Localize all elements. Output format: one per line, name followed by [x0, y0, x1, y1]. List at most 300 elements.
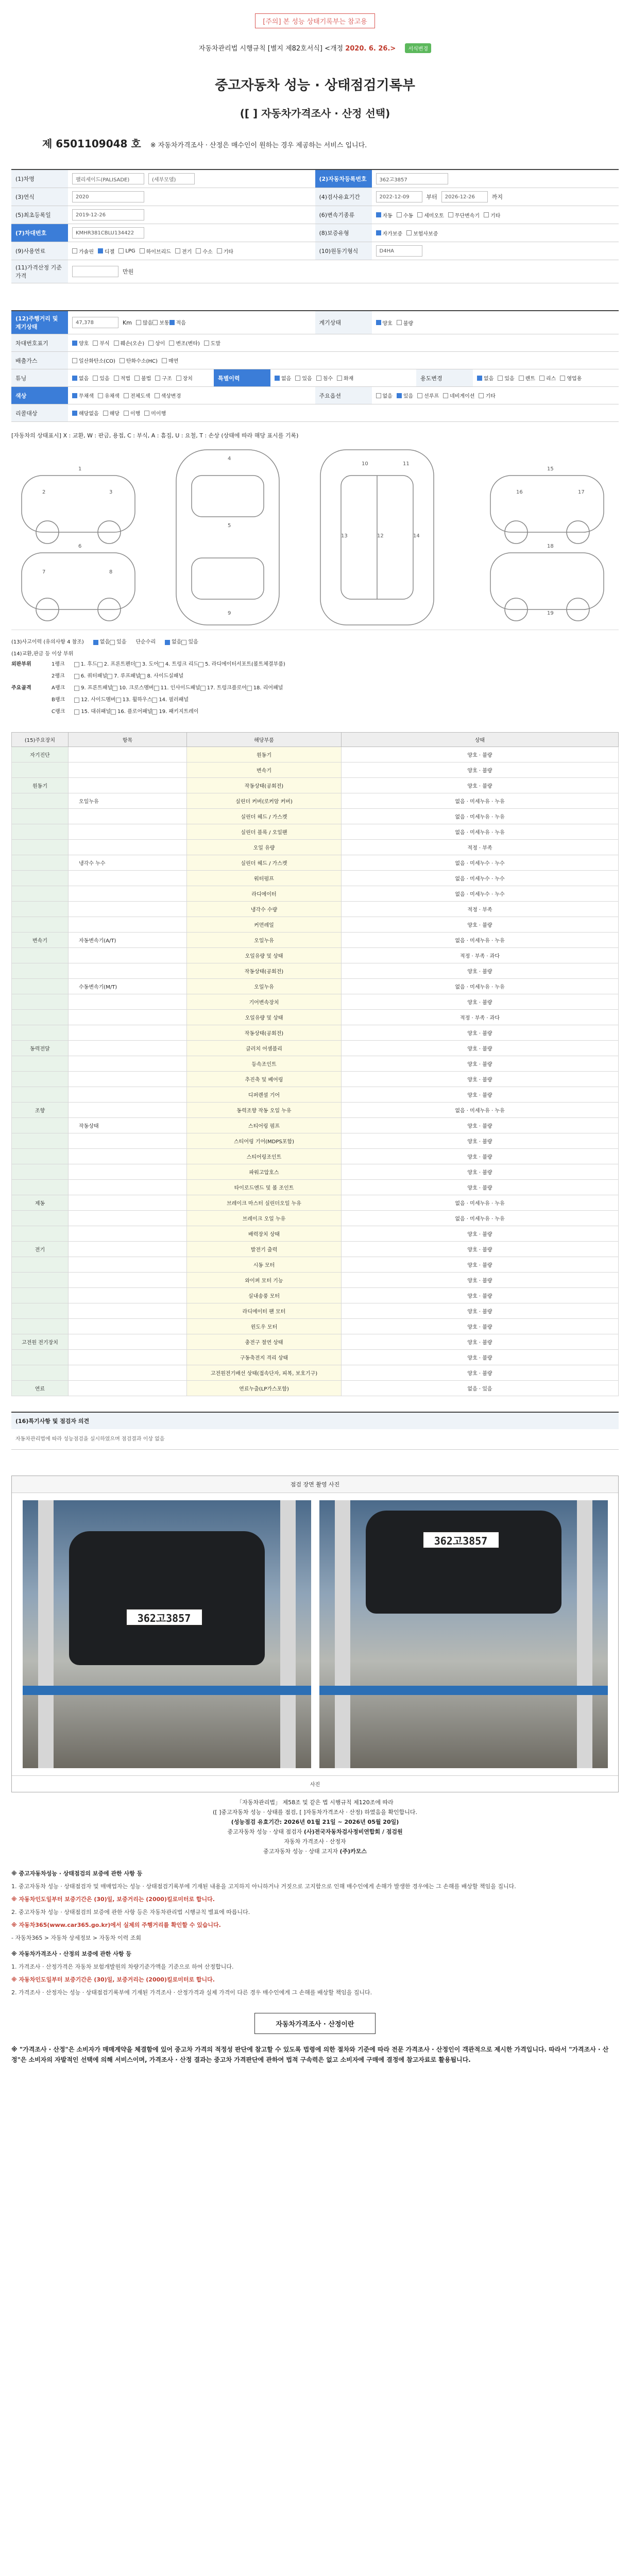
diagram-number-8: 8 [109, 569, 113, 575]
table-row [12, 963, 619, 979]
row-category [12, 840, 69, 855]
row-status[interactable]: 양호 · 불량 [342, 994, 619, 1010]
color-options [68, 388, 315, 402]
row-status[interactable]: 양호 · 불량 [342, 1041, 619, 1056]
diagram-number-14: 14 [413, 533, 420, 539]
table-row [12, 1273, 619, 1288]
use-change-option-2[interactable]: 렌트 [519, 374, 535, 382]
accident-legend [11, 637, 619, 719]
recall-option-2[interactable]: 이행 [124, 409, 140, 417]
row-subitem: 오일누유 [69, 793, 187, 809]
main-options [372, 388, 619, 402]
outer1-option-2[interactable]: 3. 도어 [135, 659, 159, 670]
tuning-option-3[interactable]: 불법 [134, 374, 151, 382]
row-status[interactable]: 양호 · 불량 [342, 1334, 619, 1350]
row-part: 연료누출(LP가스포함) [187, 1381, 342, 1396]
law-ref-text: 자동차관리법 시행규칙 [별지 제82호서식] <개정 [198, 45, 344, 53]
row-part: 와이퍼 모터 기능 [187, 1273, 342, 1288]
tuning-option-5[interactable]: 장치 [176, 374, 193, 382]
row-status[interactable]: 양호 · 불량 [342, 1350, 619, 1365]
row-subitem [69, 1010, 187, 1025]
row-category: 자기진단 [12, 747, 69, 762]
vin-mark-option-2[interactable]: 훼손(오손) [114, 339, 144, 347]
row-status[interactable]: 양호 · 불량 [342, 1118, 619, 1133]
emission-label: 배출가스 [11, 352, 68, 369]
row-status[interactable]: 양호 · 불량 [342, 1149, 619, 1164]
fuel-option-6[interactable]: 기타 [217, 247, 233, 255]
row-status[interactable]: 없음 · 미세누유 · 누유 [342, 793, 619, 809]
mainA-option-3[interactable]: 17. 트렁크플로어 [200, 683, 247, 693]
mainB-option-0[interactable]: 12. 사이드멤버 [74, 695, 115, 705]
row-part: 스티어링 기어(MDPS포함) [187, 1133, 342, 1149]
color-option-3[interactable]: 색상변경 [155, 392, 181, 399]
row-subitem [69, 1087, 187, 1103]
year-label: (3)연식 [11, 188, 68, 206]
row-status[interactable]: 없음 · 미세누유 · 누유 [342, 1211, 619, 1226]
table-row [12, 979, 619, 994]
simple-repair-label: 단순수리 [135, 639, 156, 645]
recall-option-3[interactable]: 미이행 [144, 409, 166, 417]
trans-options [372, 208, 619, 222]
row-part: 발전기 출력 [187, 1242, 342, 1257]
mainC-option-0[interactable]: 15. 대쉬패널 [74, 707, 111, 717]
row-subitem: 자동변속기(A/T) [69, 933, 187, 948]
row-category [12, 1025, 69, 1041]
diagram-number-11: 11 [403, 461, 410, 467]
use-change-option-1[interactable]: 있음 [498, 374, 514, 382]
outer1-option-1[interactable]: 2. 프론트펜더 [97, 659, 135, 670]
emission-option-2[interactable]: 매연 [162, 357, 178, 364]
notice-red-2: ※ 자동차인도일부터 보증기간은 (30)일, 보증거리는 (2000)킬로미터로 합니다. [11, 1976, 215, 1983]
assessment-definition-title: 자동차가격조사 · 산정이란 [254, 2013, 375, 2034]
row-status[interactable]: 양호 · 불량 [342, 762, 619, 778]
mainA-option-1[interactable]: 10. 크로스멤버 [112, 683, 154, 693]
row-part: 작동상태(공회전) [187, 963, 342, 979]
row-status[interactable]: 양호 · 불량 [342, 1288, 619, 1303]
row-category: 원동기 [12, 778, 69, 793]
row-category [12, 902, 69, 917]
vin-mark-option-5[interactable]: 도말 [204, 339, 220, 347]
row-part: 작동상태(공회전) [187, 778, 342, 793]
mainA-option-0[interactable]: 9. 프론트패널 [74, 683, 112, 693]
certify-line2: ([ ]중고자동차 성능 · 상태를 점검, [ ]자동차가격조사 · 산정) 하였음을 확인합니다. [213, 1809, 417, 1816]
tuning-option-0[interactable]: 없음 [72, 374, 89, 382]
recall-options [68, 406, 619, 420]
emission-option-0[interactable]: 일산화탄소(CO) [72, 357, 115, 364]
vin-mark-option-4[interactable]: 변조(변타) [169, 339, 199, 347]
color-option-2[interactable]: 전체도색 [124, 392, 150, 399]
diagram-number-5: 5 [228, 523, 231, 529]
row-part: 오일 유량 [187, 840, 342, 855]
row-status[interactable]: 없음 · 미세누유 · 누유 [342, 933, 619, 948]
table-row [12, 933, 619, 948]
fuel-option-1[interactable]: 디젤 [98, 247, 114, 255]
photos-caption: 사진 [12, 1775, 618, 1792]
warranty-option-0[interactable]: 자가보증 [376, 229, 403, 237]
row-status[interactable]: 양호 · 불량 [342, 747, 619, 762]
row-status[interactable]: 양호 · 불량 [342, 1242, 619, 1257]
outer2-option-0[interactable]: 6. 쿼터패널 [74, 671, 107, 682]
special-notes-text: 자동차관리법에 따라 성능점검을 실시하였으며 점검결과 이상 없음 [11, 1429, 619, 1450]
table-row [12, 1056, 619, 1072]
accident-option-1[interactable]: 있음 [110, 637, 126, 648]
mainA-option-2[interactable]: 11. 인사이드패널 [154, 683, 200, 693]
diagram-number-7: 7 [42, 569, 46, 575]
row-status[interactable]: 양호 · 불량 [342, 1257, 619, 1273]
trans-option-0[interactable]: 자동 [376, 211, 393, 219]
table-row [12, 1288, 619, 1303]
table-row [12, 1010, 619, 1025]
row-status[interactable]: 적정 · 부족 [342, 902, 619, 917]
row-status[interactable]: 양호 · 불량 [342, 1319, 619, 1334]
row-status[interactable]: 양호 · 불량 [342, 1072, 619, 1087]
gauge-option-1[interactable]: 불량 [397, 319, 413, 327]
row-subitem [69, 1365, 187, 1381]
recall-row [11, 404, 619, 422]
options-option-3[interactable]: 네비게이션 [443, 392, 474, 399]
final-notice: ※ "가격조사 · 산정"은 소비자가 매매계약을 체결함에 있어 중고차 가격의 적정성 판단에 참고할 수 있도록 법령에 의한 절차와 기준에 따라 전문 가격조사 · 산정인이 객관적으로 제시한 가격입니다. 따라서 "가격조사 · 산정"은 소비자의 자발적인 선택에 의해 서비스이며, 가격조사 · 산정 결과는 중고차 가격판단에 관하여 법적 구속력은 없고 소비자에 구매에 결정에 참고자료로 활용됩니다. [11, 2046, 609, 2063]
row-subitem [69, 1041, 187, 1056]
table-row [12, 1025, 619, 1041]
row-status[interactable]: 양호 · 불량 [342, 963, 619, 979]
vin-mark-label: 차대번호표기 [11, 334, 68, 351]
row-category: 고전원 전기장치 [12, 1334, 69, 1350]
row-status[interactable]: 없음 · 미세누수 · 누수 [342, 855, 619, 871]
row-subitem [69, 809, 187, 824]
row-subitem [69, 1319, 187, 1334]
row-status[interactable]: 없음 · 미세누유 · 누유 [342, 1103, 619, 1118]
row-part: 클러치 어셈블리 [187, 1041, 342, 1056]
options-option-2[interactable]: 선루프 [417, 392, 439, 399]
valid-to-field[interactable]: 2026-12-26 [441, 191, 488, 202]
row-status[interactable]: 양호 · 불량 [342, 917, 619, 933]
special-hist-option-3[interactable]: 화재 [337, 374, 353, 382]
row-subitem [69, 1242, 187, 1257]
fuel-options [68, 244, 315, 258]
table-row [12, 1118, 619, 1133]
emission-option-1[interactable]: 탄화수소(HC) [120, 357, 158, 364]
certify-line3: (성능점검 유효기간: 2026년 01월 21일 ~ 2026년 05월 20일) [231, 1819, 399, 1825]
form-change-badge[interactable]: 서식변경 [405, 43, 431, 53]
use-change-label: 용도변경 [416, 369, 473, 386]
fuel-option-5[interactable]: 수소 [196, 247, 212, 255]
engine-field[interactable]: D4HA [376, 245, 422, 257]
row-category [12, 917, 69, 933]
vin-mark-option-1[interactable]: 부식 [93, 339, 109, 347]
gauge-option-0[interactable]: 양호 [376, 319, 393, 327]
tuning-option-4[interactable]: 구조 [155, 374, 172, 382]
fuel-option-2[interactable]: LPG [118, 248, 135, 254]
row-category [12, 1319, 69, 1334]
diagram-number-10: 10 [362, 461, 368, 467]
row-status[interactable]: 없음 · 미세누수 · 누수 [342, 871, 619, 886]
engine-label: (10)원동기형식 [315, 242, 372, 260]
mileage-field[interactable]: 47,378 [72, 317, 118, 328]
table-row [12, 1350, 619, 1365]
mainC-option-1[interactable]: 16. 플로어패널 [111, 707, 152, 717]
row-part: 브레이크 오일 누유 [187, 1211, 342, 1226]
info-row-first-reg [11, 206, 619, 224]
license-plate-2: 362고3857 [422, 1531, 500, 1549]
car-name-label: (1)차명 [11, 170, 68, 188]
table-row [12, 1180, 619, 1195]
fuel-option-3[interactable]: 하이브리드 [140, 247, 171, 255]
row-subitem [69, 902, 187, 917]
row-category: 변속기 [12, 933, 69, 948]
tuning-option-1[interactable]: 있음 [93, 374, 109, 382]
emission-row [11, 352, 619, 369]
diagram-number-12: 12 [377, 533, 384, 539]
row-category [12, 871, 69, 886]
outer2-option-2[interactable]: 8. 사이드실패널 [140, 671, 183, 682]
row-status[interactable]: 양호 · 불량 [342, 1133, 619, 1149]
row-status[interactable]: 양호 · 불량 [342, 1164, 619, 1180]
color-option-1[interactable]: 유채색 [98, 392, 120, 399]
tuning-label: 튜닝 [11, 369, 68, 386]
row-status[interactable]: 양호 · 불량 [342, 778, 619, 793]
mainA-option-4[interactable]: 18. 리어패널 [247, 683, 283, 693]
document-note: ※ 자동차가격조사 · 산정은 매수인이 원하는 경우 제공하는 서비스 입니다. [150, 142, 367, 149]
table-row [12, 994, 619, 1010]
diagram-number-19: 19 [547, 611, 554, 616]
car-name-field[interactable]: 팰리세이드(PALISADE) [72, 173, 144, 184]
outer2-option-1[interactable]: 7. 루프패널 [107, 671, 140, 682]
row-part: 실린더 헤드 / 가스켓 [187, 855, 342, 871]
car-outline-drawing [11, 445, 619, 630]
row-subitem [69, 762, 187, 778]
year-field[interactable]: 2020 [72, 191, 144, 202]
first-reg-label: (5)최초등록일 [11, 206, 68, 224]
row-part: 오일유량 및 상태 [187, 1010, 342, 1025]
special-hist-option-2[interactable]: 침수 [316, 374, 333, 382]
row-part: 실린더 헤드 / 가스켓 [187, 809, 342, 824]
diagram-number-15: 15 [547, 466, 554, 472]
row-status[interactable]: 적정 · 부족 · 과다 [342, 1010, 619, 1025]
simple-repair-options [165, 637, 198, 649]
row-subitem [69, 1211, 187, 1226]
vin-mark-row [11, 334, 619, 352]
row-status[interactable]: 없음 · 미세누유 · 누유 [342, 979, 619, 994]
vin-label: (7)차대번호 [11, 224, 68, 242]
diagram-note: [자동차의 상태표시] X : 교환, W : 판금, 용접, C : 부식, A : 흠집, U : 요철, T : 손상 (상태에 따라 해당 표시를 기록) [11, 432, 299, 439]
diagram-number-17: 17 [578, 489, 585, 495]
color-row [11, 387, 619, 404]
row-status[interactable]: 양호 · 불량 [342, 1025, 619, 1041]
diagram-number-18: 18 [547, 544, 554, 549]
table-row [12, 1087, 619, 1103]
accident-option-0[interactable]: 없음 [93, 637, 110, 648]
page-title: 중고자동차 성능 · 상태점검기록부 [215, 78, 415, 93]
info-row-year [11, 188, 619, 206]
mileage-option-0[interactable]: 많음 [136, 318, 152, 326]
row-part: 등속조인트 [187, 1056, 342, 1072]
vin-mark-option-0[interactable]: 양호 [72, 339, 89, 347]
certification-block [11, 1798, 619, 1856]
row-category [12, 1303, 69, 1319]
row-status[interactable]: 양호 · 불량 [342, 1087, 619, 1103]
row-part: 디퍼렌셜 기어 [187, 1087, 342, 1103]
trans-option-2[interactable]: 세미오토 [417, 211, 444, 219]
row-category [12, 948, 69, 963]
options-option-4[interactable]: 기타 [479, 392, 495, 399]
mainB-option-2[interactable]: 14. 필러패널 [152, 695, 189, 705]
row-category [12, 793, 69, 809]
top-notice-box: [주의] 본 성능 상태기록부는 참고용 [255, 13, 375, 28]
row-part: 실린더 커버(로커암 커버) [187, 793, 342, 809]
tuning-option-2[interactable]: 적법 [114, 374, 130, 382]
row-status[interactable]: 없음 · 미세누수 · 누수 [342, 886, 619, 902]
vehicle-info-section [11, 169, 619, 283]
document-number: 제 6501109048 호 [42, 138, 141, 150]
use-change-option-3[interactable]: 리스 [539, 374, 556, 382]
warranty-option-1[interactable]: 보험사보증 [406, 229, 438, 237]
recall-option-1[interactable]: 해당 [103, 409, 120, 417]
row-status[interactable]: 양호 · 불량 [342, 1365, 619, 1381]
accident-options [93, 637, 127, 649]
rankB-label: B랭크 [52, 697, 65, 703]
part-label: (14)교환,판금 등 이상 부위 [11, 651, 74, 657]
valid-from-field[interactable]: 2022-12-09 [376, 191, 422, 202]
color-option-0[interactable]: 무채색 [72, 392, 94, 399]
row-subitem [69, 840, 187, 855]
row-status[interactable]: 양호 · 불량 [342, 1273, 619, 1288]
row-category [12, 1056, 69, 1072]
row-part: 오일누유 [187, 933, 342, 948]
row-subitem [69, 778, 187, 793]
mainB-option-1[interactable]: 13. 휠하우스 [116, 695, 152, 705]
row-subitem [69, 886, 187, 902]
row-category: 전기 [12, 1242, 69, 1257]
table-row [12, 1211, 619, 1226]
page-subtitle: ([ ] 자동차가격조사 · 산정 선택) [240, 107, 390, 120]
special-hist-option-1[interactable]: 있음 [295, 374, 312, 382]
row-status[interactable]: 양호 · 불량 [342, 1056, 619, 1072]
row-part: 실내송풍 모터 [187, 1288, 342, 1303]
outer2-list [74, 671, 183, 683]
mileage-option-1[interactable]: 보통 [152, 318, 169, 326]
diagram-number-16: 16 [516, 489, 523, 495]
rankA-label: A랭크 [52, 685, 65, 691]
tuning-options [68, 371, 214, 385]
row-category [12, 1072, 69, 1087]
row-category: 조향 [12, 1103, 69, 1118]
notice-link-1[interactable]: ※ 자동차365(www.car365.go.kr)에서 실제의 주행거리를 확인할 수 있습니다. [11, 1922, 221, 1928]
reg-no-field[interactable]: 362고3857 [376, 173, 448, 184]
row-status[interactable]: 없음 · 미세누유 · 누유 [342, 1195, 619, 1211]
recall-option-0[interactable]: 해당없음 [72, 409, 99, 417]
row-part: 커먼레일 [187, 917, 342, 933]
car-model-field[interactable]: (세부모델) [148, 173, 195, 184]
diagram-number-4: 4 [228, 456, 231, 462]
row-part: 오일누유 [187, 979, 342, 994]
row-category [12, 1211, 69, 1226]
row-status[interactable]: 양호 · 불량 [342, 1226, 619, 1242]
notice-link-2: - 자동차365 > 자동차 상세정보 > 자동차 이력 조회 [11, 1935, 142, 1941]
trans-option-1[interactable]: 수동 [397, 211, 413, 219]
outer1-option-0[interactable]: 1. 후드 [74, 659, 97, 670]
table-row [12, 793, 619, 809]
color-label: 색상 [11, 387, 68, 404]
accident-label: (13)사고이력 (유의사항 4 참조) [11, 639, 84, 645]
vin-mark-option-3[interactable]: 상이 [148, 339, 165, 347]
diagram-number-9: 9 [228, 611, 231, 616]
row-status[interactable]: 양호 · 불량 [342, 1180, 619, 1195]
simple-repair-option-1[interactable]: 있음 [181, 637, 198, 648]
row-status[interactable]: 없음 · 미세누유 · 누유 [342, 809, 619, 824]
vin-mark-options [68, 336, 619, 350]
reg-no-label: (2)자동차등록번호 [315, 170, 372, 188]
row-status[interactable]: 적정 · 부족 · 과다 [342, 948, 619, 963]
tuning-row [11, 369, 619, 387]
row-category [12, 1226, 69, 1242]
row-category [12, 1149, 69, 1164]
special-hist-option-0[interactable]: 없음 [275, 374, 291, 382]
outer1-option-3[interactable]: 4. 트렁크 리드 [159, 659, 198, 670]
simple-repair-option-0[interactable]: 없음 [165, 637, 181, 648]
row-status[interactable]: 없음 · 미세누유 · 누유 [342, 824, 619, 840]
table-row [12, 1072, 619, 1087]
row-subitem [69, 963, 187, 979]
vin-field[interactable]: KMHR381CBLU134422 [72, 227, 144, 239]
row-subitem [69, 1226, 187, 1242]
warranty-notice [11, 1869, 619, 1997]
trans-option-4[interactable]: 기타 [484, 211, 500, 219]
row-part: 동력조향 작동 오일 누유 [187, 1103, 342, 1118]
first-reg-field[interactable]: 2019-12-26 [72, 209, 144, 221]
table-row [12, 747, 619, 762]
use-change-option-0[interactable]: 없음 [477, 374, 493, 382]
valid-mid-text: 부터 [426, 194, 437, 200]
row-category: 연료 [12, 1381, 69, 1396]
issuer-label: 중고자동차 성능 · 상태 고지자 [263, 1848, 338, 1855]
fuel-option-0[interactable]: 가솔린 [72, 247, 94, 255]
table-row [12, 824, 619, 840]
row-status[interactable]: 없음 · 있음 [342, 1381, 619, 1396]
notice-p1: 1. 중고자동차 성능 · 상태점검자 및 매매업자는 성능 · 상태점검기록부에 기재된 내용을 고지하지 아니하거나 거짓으로 고지함으로 인해 매수인에게 손해가 발생한 경우에는 그 손해를 배상할 책임을 집니다. [11, 1883, 516, 1890]
mileage-label: (12)주행거리 및 계기상태 [11, 311, 68, 334]
inspection-table-body [12, 747, 619, 1396]
rank2-label: 2랭크 [52, 673, 65, 679]
photos-header: 점검 장면 촬영 사진 [12, 1476, 618, 1493]
row-subitem [69, 1273, 187, 1288]
use-change-option-4[interactable]: 영업용 [560, 374, 582, 382]
row-category: 제동 [12, 1195, 69, 1211]
options-option-1[interactable]: 있음 [397, 392, 413, 399]
row-part: 작동상태(공회전) [187, 1025, 342, 1041]
row-category [12, 1164, 69, 1180]
price-field[interactable] [72, 266, 118, 277]
row-status[interactable]: 적정 · 부족 [342, 840, 619, 855]
valid-label: (4)검사유효기간 [315, 188, 372, 206]
mileage-option-2[interactable]: 적음 [169, 318, 186, 326]
trans-option-3[interactable]: 무단변속기 [448, 211, 480, 219]
row-subitem [69, 1195, 187, 1211]
fuel-option-4[interactable]: 전기 [175, 247, 192, 255]
table-row [12, 1257, 619, 1273]
mainC-option-2[interactable]: 19. 패키지트레이 [152, 707, 198, 717]
options-label: 주요옵션 [315, 387, 372, 404]
inspection-photos [11, 1476, 619, 1792]
row-part: 라디에이터 [187, 886, 342, 902]
row-status[interactable]: 양호 · 불량 [342, 1303, 619, 1319]
table-row [12, 1365, 619, 1381]
options-option-0[interactable]: 없음 [376, 392, 393, 399]
assessor-label: 자동차 가격조사 · 산정자 [284, 1838, 346, 1845]
row-part: 냉각수 수량 [187, 902, 342, 917]
gauge-options [372, 316, 619, 330]
col-device: (15)주요장치 [12, 733, 69, 747]
outer1-option-4[interactable]: 5. 라디에이터서포트(볼트체결부품) [198, 659, 285, 670]
